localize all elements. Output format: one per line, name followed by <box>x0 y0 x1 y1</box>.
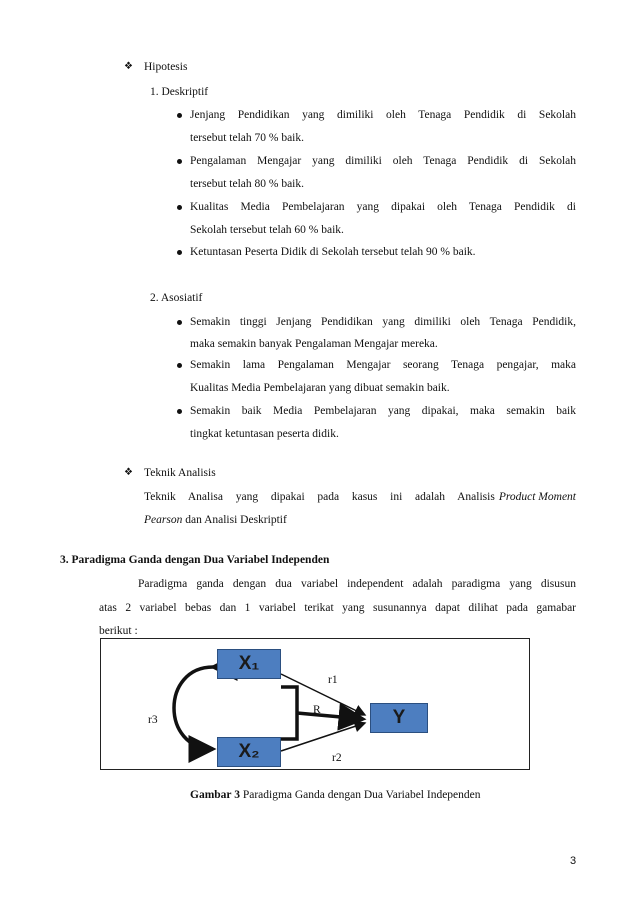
figure-caption <box>190 788 481 802</box>
teknik-line1-text: Teknik Analisa yang dipakai pada kasus ini adalah Analisis <box>144 491 495 503</box>
r3-label: r3 <box>148 714 158 726</box>
x2-box <box>217 737 281 767</box>
deskriptif-item-3-line1: Kualitas Media Pembelajaran yang dipakai oleh Tenaga Pendidik di <box>190 201 576 213</box>
bullet-icon <box>177 113 182 118</box>
bullet-icon <box>177 320 182 325</box>
teknik-title: Teknik Analisis <box>144 467 216 479</box>
R-bracket <box>281 687 297 739</box>
section-3-para-line2: atas 2 variabel bebas dan 1 variabel terikat yang susunannya dapat dilihat pada gamabar <box>99 602 576 614</box>
paradigm-figure <box>100 638 530 770</box>
teknik-line2-italic: Pearson <box>144 514 183 526</box>
r1-arrow <box>281 674 365 715</box>
figure-caption-text: Paradigma Ganda dengan Dua Variabel Independen <box>239 789 481 801</box>
teknik-line1-italic: Product Moment <box>498 491 576 503</box>
bullet-icon <box>177 205 182 210</box>
bullet-icon <box>177 409 182 414</box>
section-3-heading: 3. Paradigma Ganda dengan Dua Variabel Independen <box>60 554 330 566</box>
teknik-line2-text: dan Analisi Deskriptif <box>182 514 287 526</box>
asosiatif-item-1-line1: Semakin tinggi Jenjang Pendidikan yang dimiliki oleh Tenaga Pendidik, <box>190 316 576 328</box>
x1-label: X₁ <box>238 653 260 674</box>
teknik-line1 <box>144 490 576 504</box>
deskriptif-item-2-line1: Pengalaman Mengajar yang dimiliki oleh Tenaga Pendidik di Sekolah <box>190 155 576 167</box>
diamond-bullet-icon: ❖ <box>124 467 133 478</box>
hipotesis-title: Hipotesis <box>144 61 188 73</box>
section-3-para-line1: Paradigma ganda dengan dua variabel independent adalah paradigma yang disusun <box>138 578 576 590</box>
asosiatif-item-3-line2: tingkat ketuntasan peserta didik. <box>190 428 339 440</box>
asosiatif-heading: 2. Asosiatif <box>150 292 203 304</box>
asosiatif-item-3-line1: Semakin baik Media Pembelajaran yang dipakai, maka semakin baik <box>190 405 576 417</box>
figure-caption-number: Gambar 3 <box>190 789 240 801</box>
R-arrow <box>297 713 363 719</box>
x1-box <box>217 649 281 679</box>
deskriptif-heading: 1. Deskriptif <box>150 86 209 98</box>
bullet-icon <box>177 159 182 164</box>
deskriptif-item-2-line2: tersebut telah 80 % baik. <box>190 178 305 190</box>
teknik-line2 <box>144 513 287 527</box>
r2-arrow <box>281 723 365 751</box>
deskriptif-item-1-line2: tersebut telah 70 % baik. <box>190 132 305 144</box>
deskriptif-item-3-line2: Sekolah tersebut telah 60 % baik. <box>190 224 344 236</box>
bullet-icon <box>177 363 182 368</box>
r3-arrow <box>174 667 213 749</box>
r2-label: r2 <box>332 752 342 764</box>
R-label: R <box>313 704 321 716</box>
deskriptif-item-4: Ketuntasan Peserta Didik di Sekolah tersebut telah 90 % baik. <box>190 246 476 258</box>
y-box <box>370 703 428 733</box>
asosiatif-item-2-line2: Kualitas Media Pembelajaran yang dibuat semakin baik. <box>190 382 450 394</box>
diamond-bullet-icon: ❖ <box>124 61 133 72</box>
deskriptif-item-1-line1: Jenjang Pendidikan yang dimiliki oleh Tenaga Pendidik di Sekolah <box>190 109 576 121</box>
asosiatif-item-2-line1: Semakin lama Pengalaman Mengajar seorang Tenaga pengajar, maka <box>190 359 576 371</box>
asosiatif-item-1-line2: maka semakin banyak Pengalaman Mengajar mereka. <box>190 338 438 350</box>
y-label: Y <box>392 707 406 728</box>
x2-label: X₂ <box>238 741 260 762</box>
page-number: 3 <box>570 855 577 867</box>
r1-label: r1 <box>328 674 338 686</box>
bullet-icon <box>177 250 182 255</box>
section-3-para-line3: berikut : <box>99 625 138 637</box>
